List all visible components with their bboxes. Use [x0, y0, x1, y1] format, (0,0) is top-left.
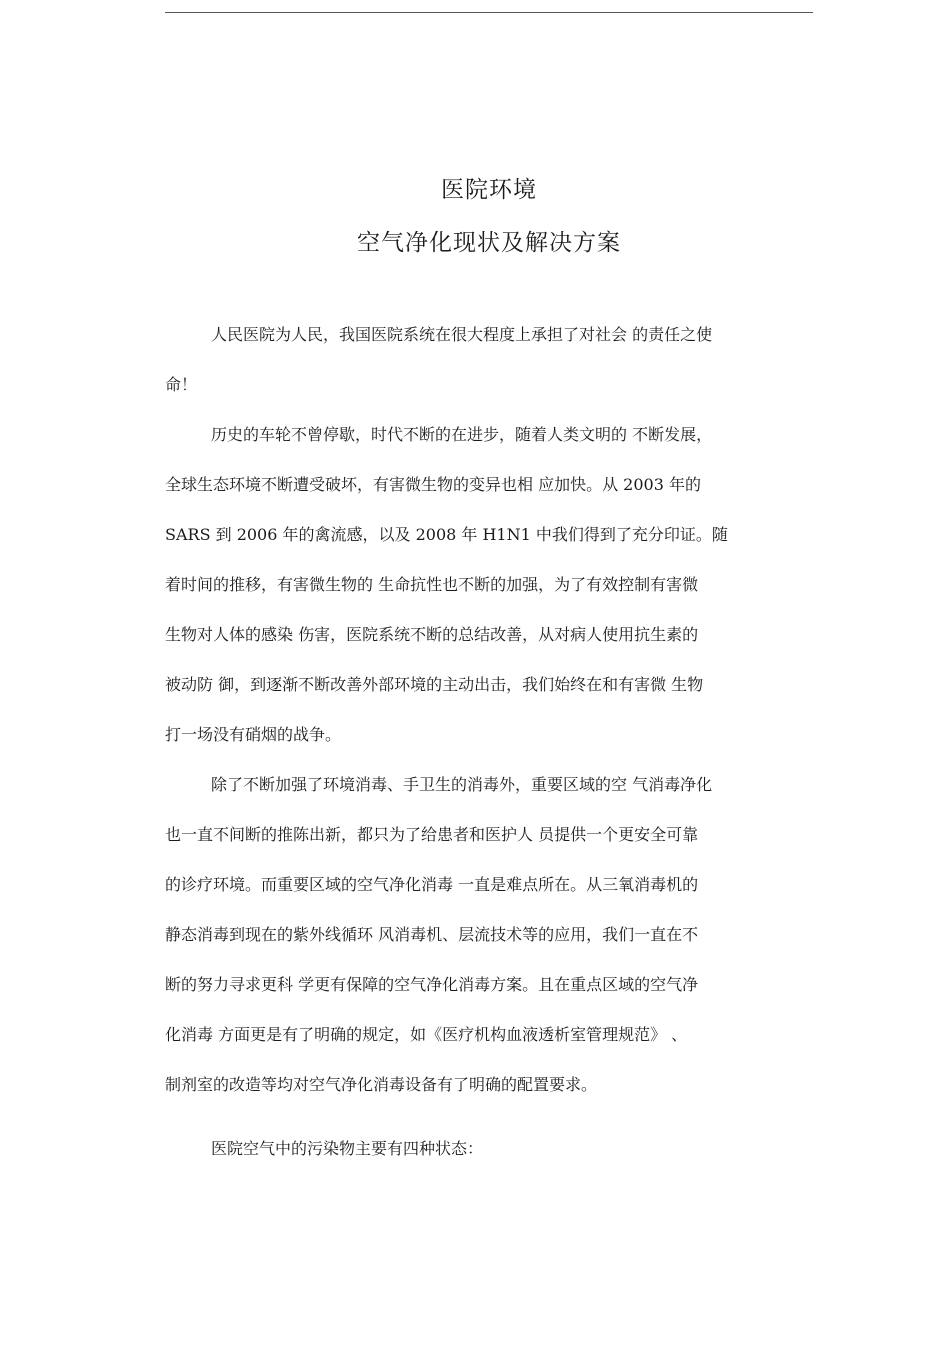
text-line: 生物对人体的感染 伤害，医院系统不断的总结改善，从对病人使用抗生素的 [165, 625, 699, 644]
text-line: 制剂室的改造等均对空气净化消毒设备有了明确的配置要求。 [165, 1075, 598, 1094]
text-line: 打一场没有硝烟的战争。 [165, 725, 342, 744]
document-body [165, 322, 811, 1186]
text-line: 化消毒 方面更是有了明确的规定，如《医疗机构血液透析室管理规范》 、 [165, 1025, 688, 1044]
document-subtitle: 空气净化现状及解决方案 [357, 230, 621, 256]
document-title: 医院环境 [441, 177, 537, 203]
paragraph [165, 772, 811, 1122]
paragraph [165, 322, 811, 422]
text-line: 除了不断加强了环境消毒、手卫生的消毒外，重要区域的空 气消毒净化 [211, 775, 713, 794]
text-line: 静态消毒到现在的紫外线循环 风消毒机、层流技术等的应用，我们一直在不 [165, 925, 699, 944]
text-line: SARS 到 2006 年的禽流感，以及 2008 年 H1N1 中我们得到了充分印证。随 [165, 525, 728, 544]
paragraph [165, 422, 811, 772]
text-line: 也一直不间断的推陈出新，都只为了给患者和医护人 员提供一个更安全可靠 [165, 825, 699, 844]
text-line: 命！ [165, 375, 198, 394]
header-rule [165, 12, 813, 13]
text-line: 被动防 御，到逐渐不断改善外部环境的主动出击，我们始终在和有害微 生物 [165, 675, 704, 694]
text-line: 的诊疗环境。而重要区域的空气净化消毒 一直是难点所在。从三氧消毒机的 [165, 875, 699, 894]
text-line: 断的努力寻求更科 学更有保障的空气净化消毒方案。且在重点区域的空气净 [165, 975, 699, 994]
text-line: 全球生态环境不断遭受破坏，有害微生物的变异也相 应加快。从 2003 年的 [165, 475, 701, 494]
paragraph-spacer [165, 1122, 811, 1136]
text-line: 医院空气中的污染物主要有四种状态： [211, 1139, 484, 1158]
paragraph [165, 1136, 811, 1186]
text-line: 着时间的推移，有害微生物的 生命抗性也不断的加强，为了有效控制有害微 [165, 575, 699, 594]
text-line: 历史的车轮不曾停歇，时代不断的在进步，随着人类文明的 不断发展， [211, 425, 713, 444]
text-line: 人民医院为人民，我国医院系统在很大程度上承担了对社会 的责任之使 [211, 325, 713, 344]
